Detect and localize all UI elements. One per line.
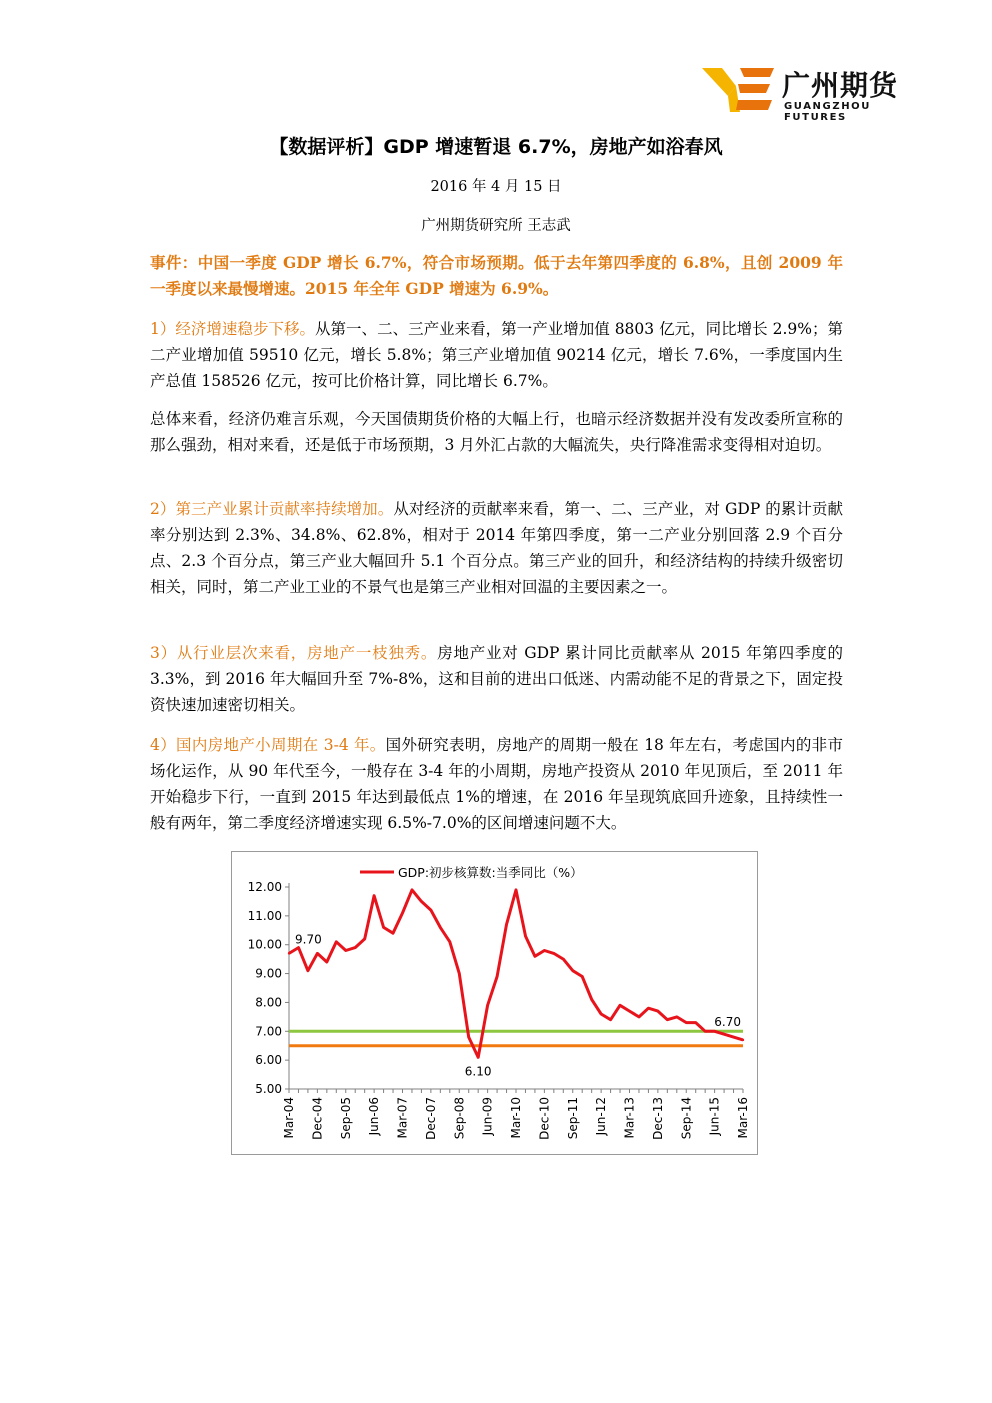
data-point: [704, 1030, 706, 1032]
x-tick-label: Dec-07: [423, 1097, 438, 1140]
data-point: [562, 958, 564, 960]
paragraph-3-body: 房地产业对 GDP 累计同比贡献率从 2015 年第四季度的 3.3%，到 2016 年大幅回升至 7%-8%，这和目前的进出口低迷、内需动能不足的背景之下，固定投资快速加速密切相关。: [150, 644, 843, 714]
y-tick-label: 6.00: [255, 1053, 282, 1068]
data-point: [354, 946, 356, 948]
data-label: 6.10: [464, 1064, 492, 1079]
logo-text-en: GUANGZHOU FUTURES: [784, 101, 871, 123]
y-tick-label: 10.00: [247, 937, 282, 952]
x-tick-label: Sep-05: [338, 1097, 353, 1140]
data-point: [572, 969, 574, 971]
data-point: [524, 935, 526, 937]
paragraph-4: [150, 732, 843, 836]
data-point: [666, 1019, 668, 1021]
x-tick-label: Jun-15: [707, 1097, 722, 1136]
data-point: [723, 1033, 725, 1035]
paragraph-3-heading: 3）从行业层次来看，房地产一枝独秀。: [150, 644, 438, 662]
data-point: [335, 941, 337, 943]
data-point: [486, 1004, 488, 1006]
company-logo: [700, 64, 930, 123]
data-point: [468, 1036, 470, 1038]
paragraph-2: [150, 496, 843, 600]
y-tick-label: 12.00: [247, 880, 282, 894]
document-date: 2016 年 4 月 15 日: [430, 179, 562, 195]
data-point: [534, 955, 536, 957]
data-point: [647, 1007, 649, 1009]
data-point: [505, 923, 507, 925]
x-tick-label: Jun-06: [367, 1097, 382, 1136]
data-point: [392, 932, 394, 934]
data-point: [676, 1016, 678, 1018]
data-point: [638, 1016, 640, 1018]
x-tick-label: Mar-04: [282, 1097, 296, 1139]
x-tick-label: Mar-13: [622, 1097, 637, 1139]
data-point: [742, 1039, 744, 1041]
data-point: [363, 938, 365, 940]
paragraph-3: [150, 640, 843, 718]
paragraph-1b: 总体来看，经济仍难言乐观，今天国债期货价格的大幅上行，也暗示经济数据并没有发改委所宣称的那么强劲，相对来看，还是低于市场预期，3 月外汇占款的大幅流失，央行降准需求变得相对迫切。: [150, 410, 843, 454]
data-point: [609, 1019, 611, 1021]
y-tick-label: 8.00: [255, 995, 282, 1010]
data-point: [477, 1056, 479, 1058]
data-point: [657, 1010, 659, 1012]
x-tick-label: Mar-10: [509, 1097, 523, 1139]
data-point: [458, 972, 460, 974]
data-label: 9.70: [295, 932, 322, 947]
paragraph-1-heading: 1）经济增速稳步下移。: [150, 320, 316, 338]
data-point: [382, 926, 384, 928]
data-point: [326, 961, 328, 963]
data-point: [288, 952, 290, 954]
data-point: [619, 1004, 621, 1006]
logo-mark-icon: [700, 64, 780, 116]
gdp-chart: [231, 851, 758, 1155]
data-point: [307, 969, 309, 971]
x-tick-label: Sep-08: [452, 1097, 467, 1140]
data-point: [420, 900, 422, 902]
paragraph-1: [150, 316, 843, 394]
data-point: [695, 1021, 697, 1023]
x-tick-label: Mar-16: [736, 1097, 750, 1139]
y-tick-label: 9.00: [255, 966, 282, 981]
event-paragraph: 事件：中国一季度 GDP 增长 6.7%，符合市场预期。低于去年第四季度的 6.8%，且创 2009 年一季度以来最慢增速。2015 年全年 GDP 增速为 6.9%。: [150, 253, 843, 298]
data-point: [685, 1021, 687, 1023]
y-tick-label: 5.00: [255, 1082, 282, 1096]
x-tick-label: Sep-14: [679, 1097, 694, 1140]
gdp-chart-svg: [232, 852, 757, 1154]
data-point: [496, 975, 498, 977]
legend-label: GDP:初步核算数:当季同比（%）: [398, 865, 583, 880]
data-point: [515, 889, 517, 891]
data-label: 6.70: [714, 1014, 741, 1029]
paragraph-2-heading: 2）第三产业累计贡献率持续增加。: [150, 500, 394, 518]
data-point: [373, 894, 375, 896]
document-title: 【数据评析】GDP 增速暂退 6.7%，房地产如浴春风: [269, 136, 723, 158]
data-point: [590, 998, 592, 1000]
logo-text-cn: 广州期货: [782, 69, 899, 102]
data-point: [430, 909, 432, 911]
data-point: [553, 952, 555, 954]
data-point: [401, 912, 403, 914]
paragraph-4-body: 国外研究表明，房地产的周期一般在 18 年左右，考虑国内的非市场化运作，从 90 年代至今，一般存在 3-4 年的小周期，房地产投资从 2010 年见顶后，至 2011 年开始稳步下行，一直到 2015 年达到最低点 1%的增速，在 2016 年呈现筑底回升迹象，且持续性一般有两年，第二季度经济增速实现 6.5%-7.0%的区间增速问题不大。: [150, 736, 843, 832]
document-author: 广州期货研究所 王志武: [421, 218, 571, 234]
x-tick-label: Mar-07: [395, 1097, 410, 1139]
data-point: [316, 952, 318, 954]
data-point: [411, 889, 413, 891]
data-point: [713, 1030, 715, 1032]
data-point: [297, 946, 299, 948]
x-tick-label: Jun-12: [594, 1097, 609, 1136]
x-tick-label: Dec-10: [537, 1097, 552, 1140]
data-point: [600, 1013, 602, 1015]
data-point: [449, 941, 451, 943]
data-point: [732, 1036, 734, 1038]
paragraph-1-body: 从第一、二、三产业来看，第一产业增加值 8803 亿元，同比增长 2.9%；第二产业增加值 59510 亿元，增长 5.8%；第三产业增加值 90214 亿元，增长 7.6%，一季度国内生产总值 158526 亿元，按可比价格计算，同比增长 6.7%。: [150, 320, 844, 390]
data-point: [345, 949, 347, 951]
x-tick-label: Dec-13: [650, 1097, 665, 1140]
x-tick-label: Sep-11: [565, 1097, 580, 1140]
data-point: [543, 949, 545, 951]
data-point: [581, 975, 583, 977]
paragraph-4-heading: 4）国内房地产小周期在 3-4 年。: [150, 736, 386, 754]
paragraph-2-body: 从对经济的贡献率来看，第一、二、三产业，对 GDP 的累计贡献率分别达到 2.3%、34.8%、62.8%，相对于 2014 年第四季度，第一二产业分别回落 2.9 个百分点、2.3 个百分点，第三产业大幅回升 5.1 个百分点。第三产业的回升，和经济结构的持续升级密切相关，同时，第二产业工业的不景气也是第三产业相对回温的主要因素之一。: [150, 500, 843, 596]
data-point: [439, 926, 441, 928]
x-tick-label: Dec-04: [310, 1097, 325, 1140]
y-tick-label: 11.00: [247, 908, 282, 923]
x-tick-label: Jun-09: [480, 1097, 495, 1136]
y-tick-label: 7.00: [255, 1024, 282, 1039]
data-point: [628, 1010, 630, 1012]
